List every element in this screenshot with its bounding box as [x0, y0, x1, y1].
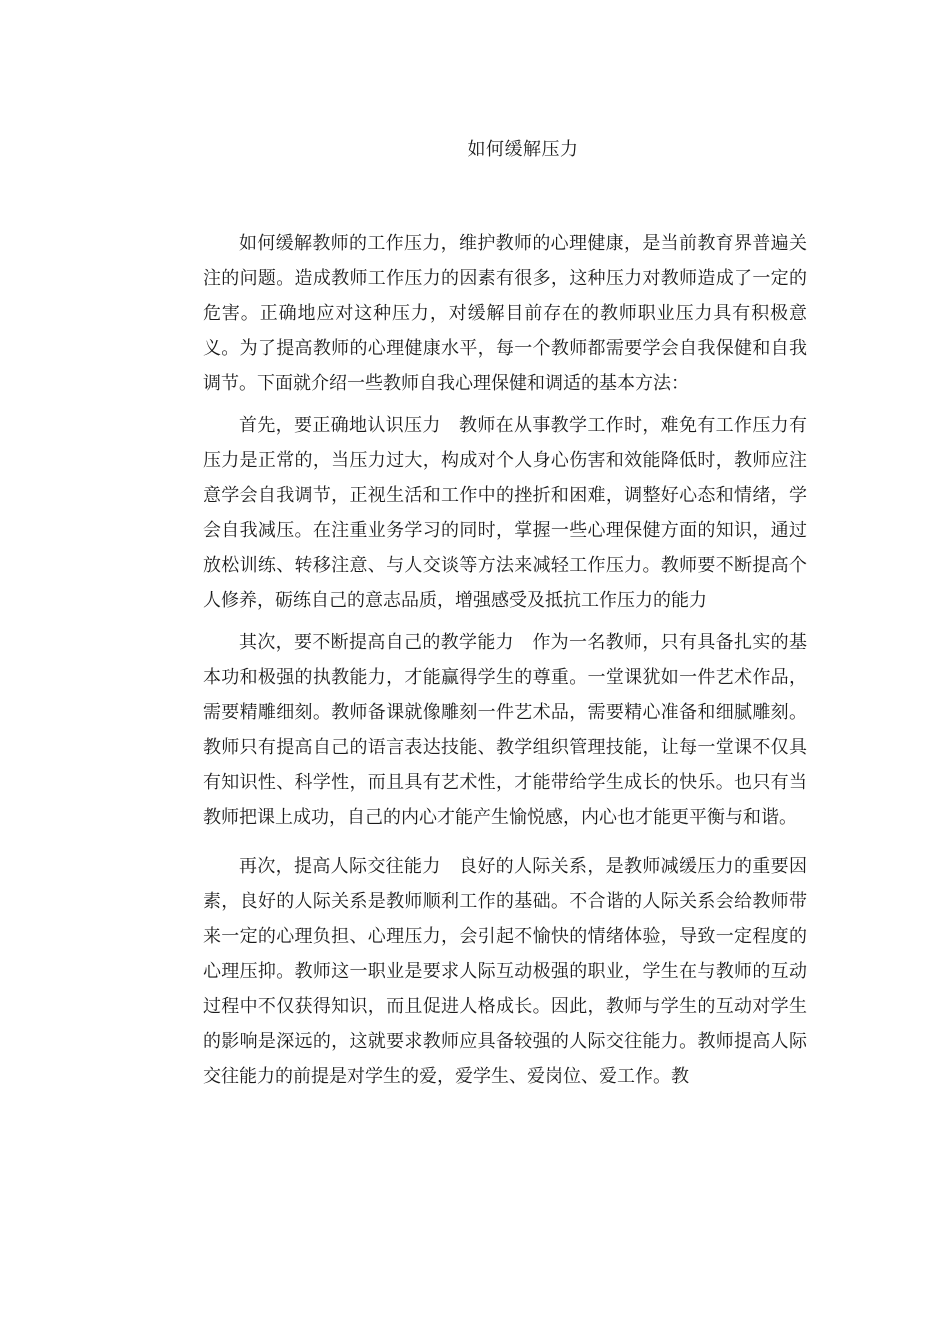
paragraph-intro: 如何缓解教师的工作压力，维护教师的心理健康，是当前教育界普遍关注的问题。造成教师工作压力的因素有很多，这种压力对教师造成了一定的危害。正确地应对这种压力，对缓解目前存在的教师职业压力具有积极意义。为了提高教师的心理健康水平，每一个教师都需要学会自我保健和自我调节。下面就介绍一些教师自我心理保健和调适的基本方法：	[203, 233, 807, 394]
paragraph-first-method: 首先，要正确地认识压力 教师在从事教学工作时，难免有工作压力有压力是正常的，当压力过大，构成对个人身心伤害和效能降低时，教师应注意学会自我调节，正视生活和工作中的挫折和困难，调整好心态和情绪，学会自我减压。在注重业务学习的同时，掌握一些心理保健方面的知识，通过放松训练、转移注意、与人交谈等方法来减轻工作压力。教师要不断提高个人修养，砺练自己的意志品质，增强感受及抵抗工作压力的能力	[203, 415, 807, 611]
document-title: 如何缓解压力	[467, 139, 579, 160]
paragraph-third-method: 再次，提高人际交往能力 良好的人际关系，是教师减缓压力的重要因素，良好的人际关系是教师顺利工作的基础。不合谐的人际关系会给教师带来一定的心理负担、心理压力，会引起不愉快的情绪体验，导致一定程度的心理压抑。教师这一职业是要求人际互动极强的职业，学生在与教师的互动过程中不仅获得知识，而且促进人格成长。因此，教师与学生的互动对学生的影响是深远的，这就要求教师应具备较强的人际交往能力。教师提高人际交往能力的前提是对学生的爱，爱学生、爱岗位、爱工作。教	[203, 856, 807, 1087]
document-body	[203, 226, 807, 1094]
paragraph-second-method: 其次，要不断提高自己的教学能力 作为一名教师，只有具备扎实的基本功和极强的执教能力，才能赢得学生的尊重。一堂课犹如一件艺术作品，需要精雕细刻。教师备课就像雕刻一件艺术品，需要精心准备和细腻雕刻。教师只有提高自己的语言表达技能、教学组织管理技能，让每一堂课不仅具有知识性、科学性，而且具有艺术性，才能带给学生成长的快乐。也只有当教师把课上成功，自己的内心才能产生愉悦感，内心也才能更平衡与和谐。	[203, 632, 807, 828]
